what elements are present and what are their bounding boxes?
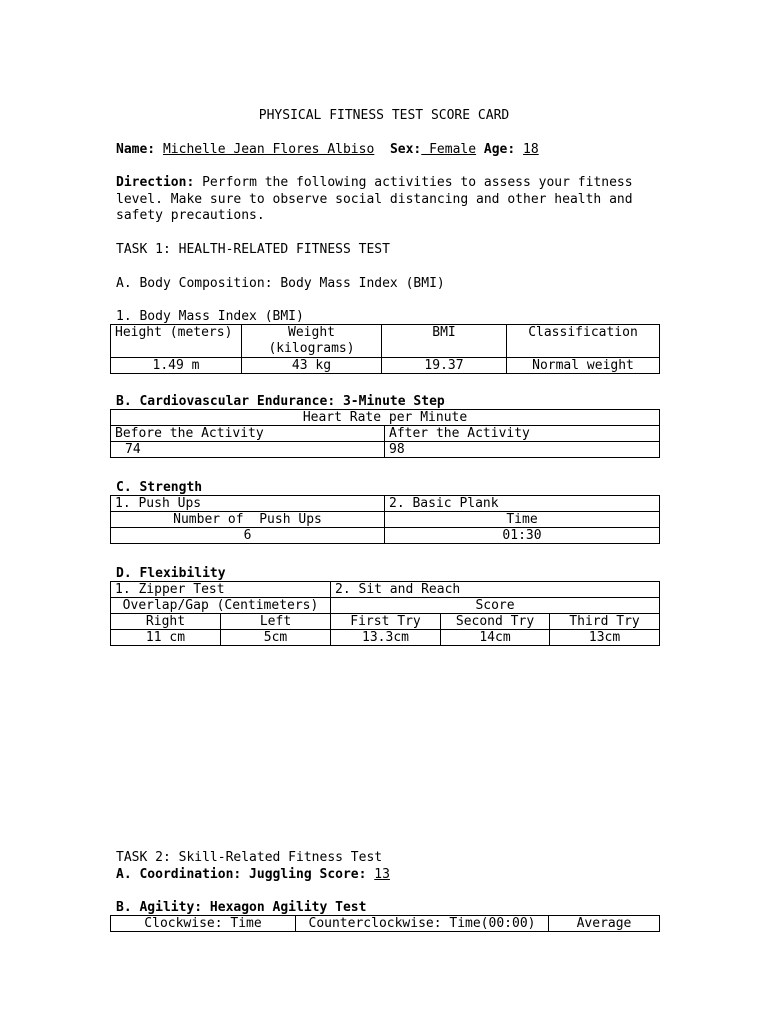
flexibility-table <box>110 581 660 646</box>
section-c-heading: C. Strength <box>116 480 203 495</box>
table-row <box>111 442 660 458</box>
heart-rate-header-after: After the Activity <box>385 426 660 442</box>
table-header-row <box>111 512 660 528</box>
name-label: Name: <box>116 142 156 157</box>
bmi-header-weight: Weight (kilograms) <box>242 325 382 358</box>
table-header-row <box>111 426 660 442</box>
bmi-header-bmi: BMI <box>382 325 507 358</box>
heart-rate-before-value: 74 <box>111 442 385 458</box>
agility-header-clockwise: Clockwise: Time <box>111 916 296 932</box>
flexibility-group-overlap: Overlap/Gap (Centimeters) <box>111 598 331 614</box>
flexibility-group-score: Score <box>331 598 660 614</box>
sit-reach-second-value: 14cm <box>441 630 550 646</box>
strength-test-pushups: 1. Push Ups <box>111 496 385 512</box>
table-test-row <box>111 582 660 598</box>
heart-rate-header-before: Before the Activity <box>111 426 385 442</box>
coordination-line <box>116 867 390 883</box>
name-value: Michelle Jean Flores Albiso <box>162 142 375 157</box>
sit-reach-third-value: 13cm <box>550 630 660 646</box>
table-header-row <box>111 614 660 630</box>
strength-header-pushups: Number of Push Ups <box>111 512 385 528</box>
bmi-height-value: 1.49 m <box>111 358 242 374</box>
sit-reach-first-value: 13.3cm <box>331 630 441 646</box>
coordination-label: A. Coordination: Juggling Score: <box>116 867 367 882</box>
table-caption-row <box>111 410 660 426</box>
table-row <box>111 630 660 646</box>
bmi-table <box>110 324 660 374</box>
zipper-right-value: 11 cm <box>111 630 221 646</box>
flexibility-header-right: Right <box>111 614 221 630</box>
agility-header-average: Average <box>549 916 660 932</box>
heart-rate-caption: Heart Rate per Minute <box>111 410 660 426</box>
plank-time-value: 01:30 <box>385 528 660 544</box>
strength-test-plank: 2. Basic Plank <box>385 496 660 512</box>
flexibility-header-third-try: Third Try <box>550 614 660 630</box>
direction-paragraph <box>116 175 636 225</box>
table-row <box>111 358 660 374</box>
sex-label: Sex: <box>389 142 422 157</box>
table-group-header-row <box>111 598 660 614</box>
heart-rate-after-value: 98 <box>385 442 660 458</box>
bmi-weight-value: 43 kg <box>242 358 382 374</box>
page-title: PHYSICAL FITNESS TEST SCORE CARD <box>258 108 510 123</box>
bmi-header-height: Height (meters) <box>111 325 242 358</box>
bmi-subheading: 1. Body Mass Index (BMI) <box>116 309 304 324</box>
agility-header-counterclockwise: Counterclockwise: Time(00:00) <box>296 916 549 932</box>
strength-header-time: Time <box>385 512 660 528</box>
flexibility-header-second-try: Second Try <box>441 614 550 630</box>
task1-heading: TASK 1: HEALTH-RELATED FITNESS TEST <box>116 242 390 257</box>
flexibility-test-zipper: 1. Zipper Test <box>111 582 331 598</box>
sex-value: Female <box>421 142 477 157</box>
flexibility-header-first-try: First Try <box>331 614 441 630</box>
age-label: Age: <box>483 142 516 157</box>
task2-heading: TASK 2: Skill-Related Fitness Test <box>116 850 383 865</box>
bmi-classification-value: Normal weight <box>507 358 660 374</box>
flexibility-test-sit-reach: 2. Sit and Reach <box>331 582 660 598</box>
section-b-heading: B. Cardiovascular Endurance: 3-Minute Step <box>116 394 445 409</box>
section-a-heading: A. Body Composition: Body Mass Index (BMI) <box>116 276 445 291</box>
student-info-line <box>116 142 539 158</box>
strength-table <box>110 495 660 544</box>
table-header-row <box>111 916 660 932</box>
direction-text: Perform the following activities to assess your fitness level. Make sure to observe social distancing and other health and safety precautions. <box>116 175 633 223</box>
age-value: 18 <box>523 142 539 157</box>
direction-label: Direction: <box>116 175 195 190</box>
table-test-row <box>111 496 660 512</box>
table-header-row <box>111 325 660 358</box>
table-row <box>111 528 660 544</box>
zipper-left-value: 5cm <box>221 630 331 646</box>
pushups-value: 6 <box>111 528 385 544</box>
agility-table <box>110 915 660 932</box>
agility-heading: B. Agility: Hexagon Agility Test <box>116 900 367 915</box>
flexibility-header-left: Left <box>221 614 331 630</box>
coordination-score: 13 <box>374 867 390 882</box>
section-d-heading: D. Flexibility <box>116 566 226 581</box>
heart-rate-table <box>110 409 660 458</box>
bmi-header-classification: Classification <box>507 325 660 358</box>
bmi-value: 19.37 <box>382 358 507 374</box>
